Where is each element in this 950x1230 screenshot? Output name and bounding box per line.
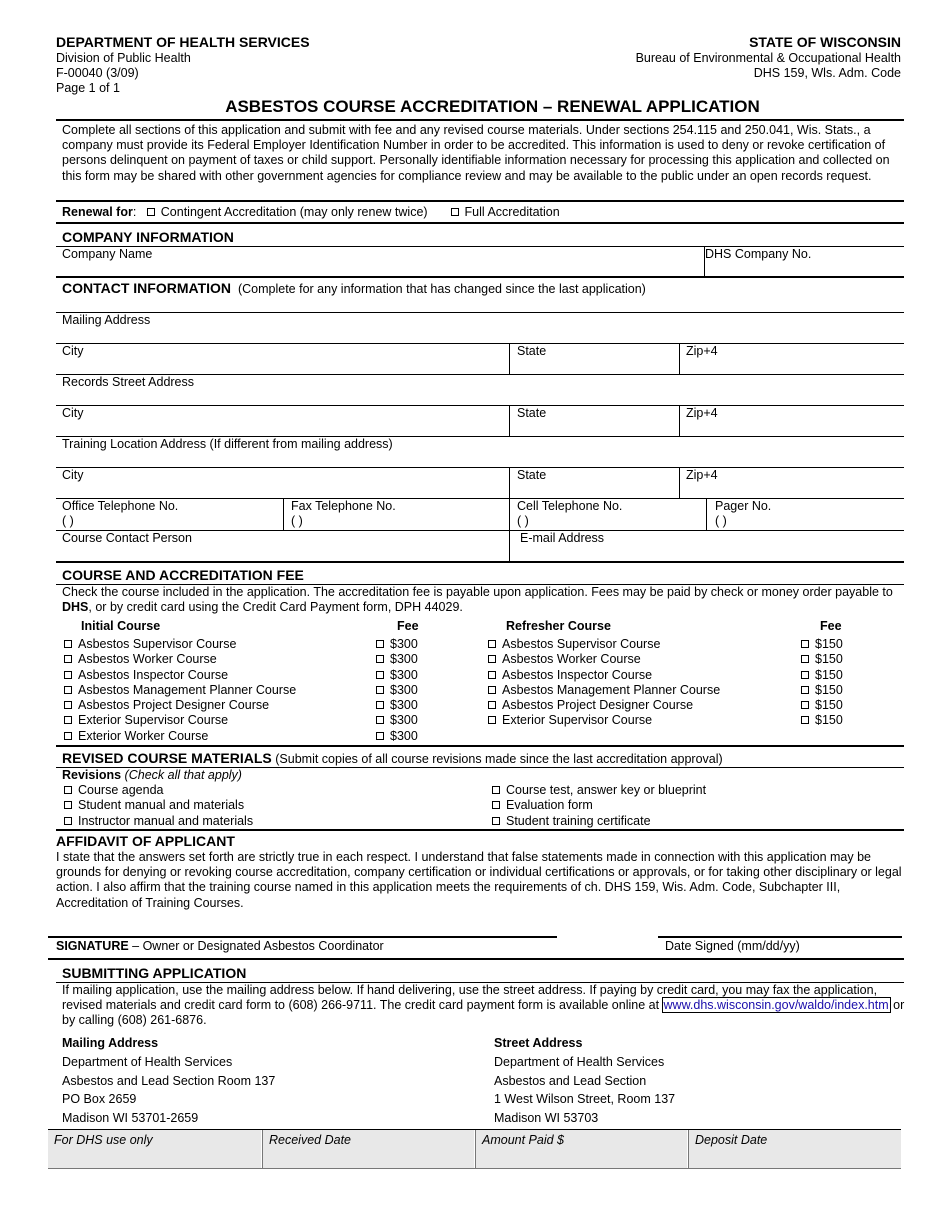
signature-label: SIGNATURE: [56, 939, 129, 953]
signature-line: [48, 936, 557, 938]
records-city-field[interactable]: [62, 422, 507, 435]
cell-tel-field[interactable]: [590, 514, 704, 529]
cell-tel-paren: ( ): [517, 514, 529, 528]
pager-label: Pager No.: [715, 499, 772, 513]
contact-heading: CONTACT INFORMATION: [62, 280, 232, 296]
list-item: [488, 713, 720, 728]
initial-fee-checkbox[interactable]: [376, 671, 384, 679]
fee-amount: $300: [390, 682, 418, 697]
revision-checkbox[interactable]: [492, 786, 500, 794]
fee-text-bold: DHS: [62, 600, 89, 615]
revision-label: Instructor manual and materials: [78, 813, 254, 828]
revision-checkbox[interactable]: [64, 817, 72, 825]
state-name: STATE OF WISCONSIN: [749, 34, 901, 50]
fee-heading: COURSE AND ACCREDITATION FEE: [62, 567, 304, 583]
revisions-left-list: [64, 783, 253, 829]
date-signed-field[interactable]: [658, 912, 902, 936]
initial-course-checkbox[interactable]: [64, 701, 72, 709]
submit-heading: SUBMITTING APPLICATION: [62, 965, 247, 981]
email-label: E-mail Address: [520, 531, 605, 545]
course-name: Asbestos Management Planner Course: [78, 682, 297, 697]
list-item: [801, 713, 843, 728]
initial-course-checkbox[interactable]: [64, 655, 72, 663]
submit-instructions: If mailing application, use the mailing address below. If hand delivering, use the street address. If paying by credit card, you may fax the application, revised materials and credit card form to (608) 266-9711. The credit card payment form is available online at: [62, 983, 878, 1013]
refresher-fee-checkbox[interactable]: [801, 655, 809, 663]
records-address-label: Records Street Address: [62, 375, 195, 389]
training-address-field[interactable]: [62, 453, 902, 467]
initial-course-checkbox[interactable]: [64, 732, 72, 740]
dhs-company-no-field[interactable]: [706, 263, 902, 275]
list-item: [376, 713, 418, 728]
divider: [56, 276, 904, 278]
divider: [688, 1130, 689, 1168]
contact-person-field[interactable]: [62, 547, 507, 560]
refresher-fee-list: [801, 637, 843, 729]
training-city-field[interactable]: [62, 484, 507, 497]
mailing-address-label: Mailing Address: [62, 313, 151, 327]
divider: [56, 745, 904, 747]
address-line: Madison WI 53703: [494, 1110, 599, 1125]
divider: [706, 498, 707, 530]
initial-fee-checkbox[interactable]: [376, 655, 384, 663]
contact-person-label: Course Contact Person: [62, 531, 192, 545]
initial-fee-checkbox[interactable]: [376, 732, 384, 740]
submit-phone: or by calling (608) 261-6876.: [62, 998, 905, 1028]
form-number: F-00040 (3/09): [56, 66, 139, 80]
divider: [509, 343, 510, 374]
fee-amount: $300: [390, 713, 418, 728]
revision-checkbox[interactable]: [64, 786, 72, 794]
list-item: [801, 637, 843, 652]
refresher-fee-header: Fee: [820, 619, 842, 633]
mailing-city-field[interactable]: [62, 360, 507, 373]
divider: [56, 405, 904, 406]
fee-amount: $150: [815, 637, 843, 651]
list-item: [488, 637, 720, 652]
dhs-use-label: For DHS use only: [54, 1133, 153, 1147]
course-name: Exterior Supervisor Course: [502, 713, 653, 728]
initial-fee-header: Fee: [397, 619, 419, 633]
initial-course-checkbox[interactable]: [64, 671, 72, 679]
received-date-label: Received Date: [269, 1133, 351, 1147]
list-item: [376, 668, 418, 683]
course-name: Exterior Worker Course: [78, 728, 209, 743]
divider: [56, 222, 904, 224]
office-tel-paren: ( ): [62, 514, 74, 528]
street-address-heading: Street Address: [494, 1036, 583, 1050]
refresher-course-header: Refresher Course: [506, 619, 611, 633]
list-item: [64, 637, 296, 652]
course-name: Asbestos Worker Course: [78, 652, 217, 667]
signature-role: – Owner or Designated Asbestos Coordinator: [128, 939, 384, 953]
revisions-label: Revisions: [62, 768, 122, 782]
list-item: [488, 698, 720, 713]
refresher-fee-checkbox[interactable]: [801, 671, 809, 679]
refresher-course-checkbox[interactable]: [488, 655, 496, 663]
bureau-name: Bureau of Environmental & Occupational Health: [635, 51, 901, 65]
fee-amount: $150: [815, 682, 843, 697]
initial-fee-checkbox[interactable]: [376, 701, 384, 709]
contact-heading-row: [62, 280, 646, 296]
zip-label: Zip+4: [686, 468, 718, 482]
list-item: [376, 683, 418, 698]
mailing-state-field[interactable]: [511, 360, 677, 373]
revisions-note: (Check all that apply): [124, 768, 242, 782]
divider: [262, 1130, 263, 1168]
course-name: Asbestos Project Designer Course: [502, 698, 694, 713]
initial-course-header: Initial Course: [81, 619, 161, 633]
course-name: Asbestos Inspector Course: [78, 667, 229, 682]
divider: [56, 200, 904, 202]
dhs-use-cell: [48, 1130, 261, 1168]
initial-course-checkbox[interactable]: [64, 686, 72, 694]
fee-text: Check the course included in the application. The accreditation fee is payable upon application. Fees may be paid by check or money order payable to: [62, 585, 893, 599]
city-label: City: [62, 344, 84, 358]
office-tel-label: Office Telephone No.: [62, 499, 179, 513]
submit-text: [62, 983, 907, 1029]
contingent-checkbox[interactable]: [147, 208, 155, 216]
date-signed-label: Date Signed (mm/dd/yy): [665, 939, 800, 953]
initial-fee-checkbox[interactable]: [376, 640, 384, 648]
fee-text-end: , or by credit card using the Credit Card Payment form, DPH 44029.: [88, 600, 463, 615]
divider: [48, 958, 904, 960]
list-item: [801, 668, 843, 683]
fee-instructions: [62, 585, 907, 615]
fee-amount: $150: [815, 652, 843, 667]
page-title: ASBESTOS COURSE ACCREDITATION – RENEWAL APPLICATION: [225, 97, 760, 116]
records-state-field[interactable]: [511, 422, 677, 435]
divider: [509, 467, 510, 498]
revised-note: (Submit copies of all course revisions made since the last accreditation approval): [275, 752, 723, 766]
mailing-zip-field[interactable]: [681, 360, 902, 373]
initial-course-checkbox[interactable]: [64, 716, 72, 724]
address-line: PO Box 2659: [62, 1092, 137, 1106]
list-item: [801, 683, 843, 698]
course-name: Asbestos Supervisor Course: [502, 637, 661, 651]
initial-course-checkbox[interactable]: [64, 640, 72, 648]
zip-label: Zip+4: [686, 406, 718, 420]
initial-course-list: [64, 637, 296, 744]
records-address-field[interactable]: [62, 391, 902, 405]
revision-label: Student manual and materials: [78, 798, 245, 813]
fee-amount: $300: [390, 698, 418, 713]
refresher-course-checkbox[interactable]: [488, 640, 496, 648]
state-label: State: [517, 406, 547, 420]
page-number: Page 1 of 1: [56, 81, 120, 95]
course-name: Asbestos Project Designer Course: [78, 698, 270, 713]
list-item: [64, 652, 296, 667]
revisions-label-row: [62, 768, 242, 782]
fee-amount: $150: [815, 667, 843, 682]
address-line: Department of Health Services: [494, 1055, 665, 1069]
revised-heading-row: [62, 750, 723, 766]
contact-note: (Complete for any information that has changed since the last application): [237, 282, 646, 296]
city-label: City: [62, 468, 84, 482]
revision-checkbox[interactable]: [64, 801, 72, 809]
list-item: [488, 683, 720, 698]
pager-paren: ( ): [715, 514, 727, 528]
division-name: Division of Public Health: [56, 51, 191, 65]
revision-label: Evaluation form: [506, 798, 593, 813]
records-zip-field[interactable]: [681, 422, 902, 435]
divider: [56, 119, 904, 121]
fee-amount: $300: [390, 728, 418, 743]
date-line: [658, 936, 902, 938]
revision-checkbox[interactable]: [492, 801, 500, 809]
revision-label: Course agenda: [78, 783, 164, 797]
fee-amount: $150: [815, 698, 843, 713]
list-item: [64, 729, 296, 744]
refresher-fee-checkbox[interactable]: [801, 640, 809, 648]
revision-checkbox[interactable]: [492, 817, 500, 825]
revisions-right-list: [492, 783, 706, 829]
affidavit-text: I state that the answers set forth are strictly true in each respect. I understand that false statements made in connection with this application may be grounds for denying or revoking course accreditation, company certification or individual certifications or approvals, or for taking other disciplinary or legal action. I also affirm that the training course named in this application meets the requirements of ch. DHS 159, Wis. Adm. Code, Subchapter III, Accreditation of Training Courses.: [56, 850, 902, 910]
training-state-field[interactable]: [511, 484, 677, 497]
list-item: [376, 652, 418, 667]
divider: [475, 1130, 476, 1168]
company-heading: COMPANY INFORMATION: [62, 229, 234, 245]
cell-tel-label: Cell Telephone No.: [517, 499, 623, 513]
mailing-address-field[interactable]: [62, 329, 902, 343]
deposit-date-cell: [689, 1130, 901, 1168]
amount-paid-label: Amount Paid $: [482, 1133, 564, 1147]
state-label: State: [517, 344, 547, 358]
list-item: [376, 698, 418, 713]
list-item: [64, 783, 253, 798]
renewal-label: Renewal for: [62, 205, 133, 219]
list-item: [64, 814, 253, 829]
pager-field[interactable]: [788, 514, 902, 529]
office-tel-field[interactable]: [135, 514, 281, 529]
address-line: Department of Health Services: [62, 1055, 233, 1069]
divider: [56, 343, 904, 344]
email-field[interactable]: [511, 547, 902, 560]
list-item: [488, 668, 720, 683]
mailing-address-block: [62, 1053, 275, 1127]
divider: [679, 467, 680, 498]
fee-amount: $300: [390, 652, 418, 667]
address-line: 1 West Wilson Street, Room 137: [494, 1092, 676, 1106]
revised-heading: REVISED COURSE MATERIALS: [62, 750, 272, 766]
list-item: [492, 798, 706, 813]
initial-fee-list: [376, 637, 418, 744]
amount-paid-cell: [476, 1130, 687, 1168]
divider: [48, 1168, 901, 1169]
fax-tel-label: Fax Telephone No.: [291, 499, 396, 513]
list-item: [801, 652, 843, 667]
course-name: Exterior Supervisor Course: [78, 713, 229, 728]
refresher-fee-checkbox[interactable]: [801, 701, 809, 709]
fax-tel-paren: ( ): [291, 514, 303, 528]
fax-tel-field[interactable]: [364, 514, 507, 529]
mailing-address-heading: Mailing Address: [62, 1036, 159, 1050]
fee-amount: $150: [815, 713, 843, 728]
address-line: Madison WI 53701-2659: [62, 1110, 199, 1125]
refresher-fee-checkbox[interactable]: [801, 686, 809, 694]
divider: [56, 561, 904, 563]
revision-label: Course test, answer key or blueprint: [506, 783, 707, 797]
course-name: Asbestos Management Planner Course: [502, 682, 721, 697]
company-name-label: Company Name: [62, 247, 153, 261]
full-accreditation-checkbox[interactable]: [451, 208, 459, 216]
list-item: [492, 814, 706, 829]
refresher-course-checkbox[interactable]: [488, 671, 496, 679]
course-name: Asbestos Worker Course: [502, 652, 641, 667]
company-name-field[interactable]: [62, 249, 702, 275]
divider: [56, 467, 904, 468]
intro-text: Complete all sections of this application and submit with fee and any revised course materials. Under sections 254.115 and 250.041, Wis. Stats., a company must provide its Federal Employer Identification Number in order to be accredited. This information is used to deny or revoke certification of persons delinquent on payment of taxes or child support. Personally identifiable information necessary for processing this application and collected on this form may be shared with other government agencies for compliance review and may be available to the public under an open records request.: [62, 123, 890, 183]
divider: [509, 405, 510, 436]
contingent-label: Contingent Accreditation (may only renew twice): [160, 205, 428, 219]
city-label: City: [62, 406, 84, 420]
refresher-course-checkbox[interactable]: [488, 701, 496, 709]
zip-label: Zip+4: [686, 344, 718, 358]
list-item: [492, 783, 706, 798]
received-date-cell: [263, 1130, 474, 1168]
signature-label-row: [56, 939, 384, 953]
divider: [679, 343, 680, 374]
renewal-row: Renewal for: Contingent Accreditation (may only renew twice) Full Accreditation: [62, 205, 560, 219]
dhs-website-link[interactable]: www.dhs.wisconsin.gov/waldo/index.htm: [663, 998, 889, 1013]
state-label: State: [517, 468, 547, 482]
initial-fee-checkbox[interactable]: [376, 686, 384, 694]
divider: [56, 312, 904, 313]
address-line: Asbestos and Lead Section Room 137: [62, 1073, 276, 1088]
deposit-date-label: Deposit Date: [695, 1133, 768, 1147]
list-item: [376, 637, 418, 652]
list-item: [64, 713, 296, 728]
signature-field[interactable]: [56, 912, 556, 936]
list-item: [488, 652, 720, 667]
street-address-block: [494, 1053, 675, 1127]
fee-amount: $300: [390, 667, 418, 682]
list-item: [64, 698, 296, 713]
divider: [56, 498, 904, 499]
affidavit-heading: AFFIDAVIT OF APPLICANT: [56, 833, 235, 849]
course-name: Asbestos Supervisor Course: [78, 637, 237, 651]
refresher-course-checkbox[interactable]: [488, 686, 496, 694]
department-name: DEPARTMENT OF HEALTH SERVICES: [56, 34, 310, 50]
list-item: [64, 683, 296, 698]
divider: [56, 829, 904, 831]
list-item: [64, 798, 253, 813]
list-item: [64, 668, 296, 683]
training-address-label: Training Location Address (If different from mailing address): [62, 437, 393, 451]
admin-code: DHS 159, Wls. Adm. Code: [753, 66, 901, 80]
list-item: [376, 729, 418, 744]
dhs-company-no-label: DHS Company No.: [705, 247, 812, 261]
full-accreditation-label: Full Accreditation: [464, 205, 560, 219]
training-zip-field[interactable]: [681, 484, 902, 497]
refresher-fee-checkbox[interactable]: [801, 716, 809, 724]
divider: [283, 498, 284, 530]
initial-fee-checkbox[interactable]: [376, 716, 384, 724]
divider: [679, 405, 680, 436]
address-line: Asbestos and Lead Section: [494, 1073, 647, 1088]
revision-label: Student training certificate: [506, 813, 651, 828]
refresher-course-list: [488, 637, 720, 729]
list-item: [801, 698, 843, 713]
course-name: Asbestos Inspector Course: [502, 667, 653, 682]
refresher-course-checkbox[interactable]: [488, 716, 496, 724]
fee-amount: $300: [390, 637, 418, 651]
